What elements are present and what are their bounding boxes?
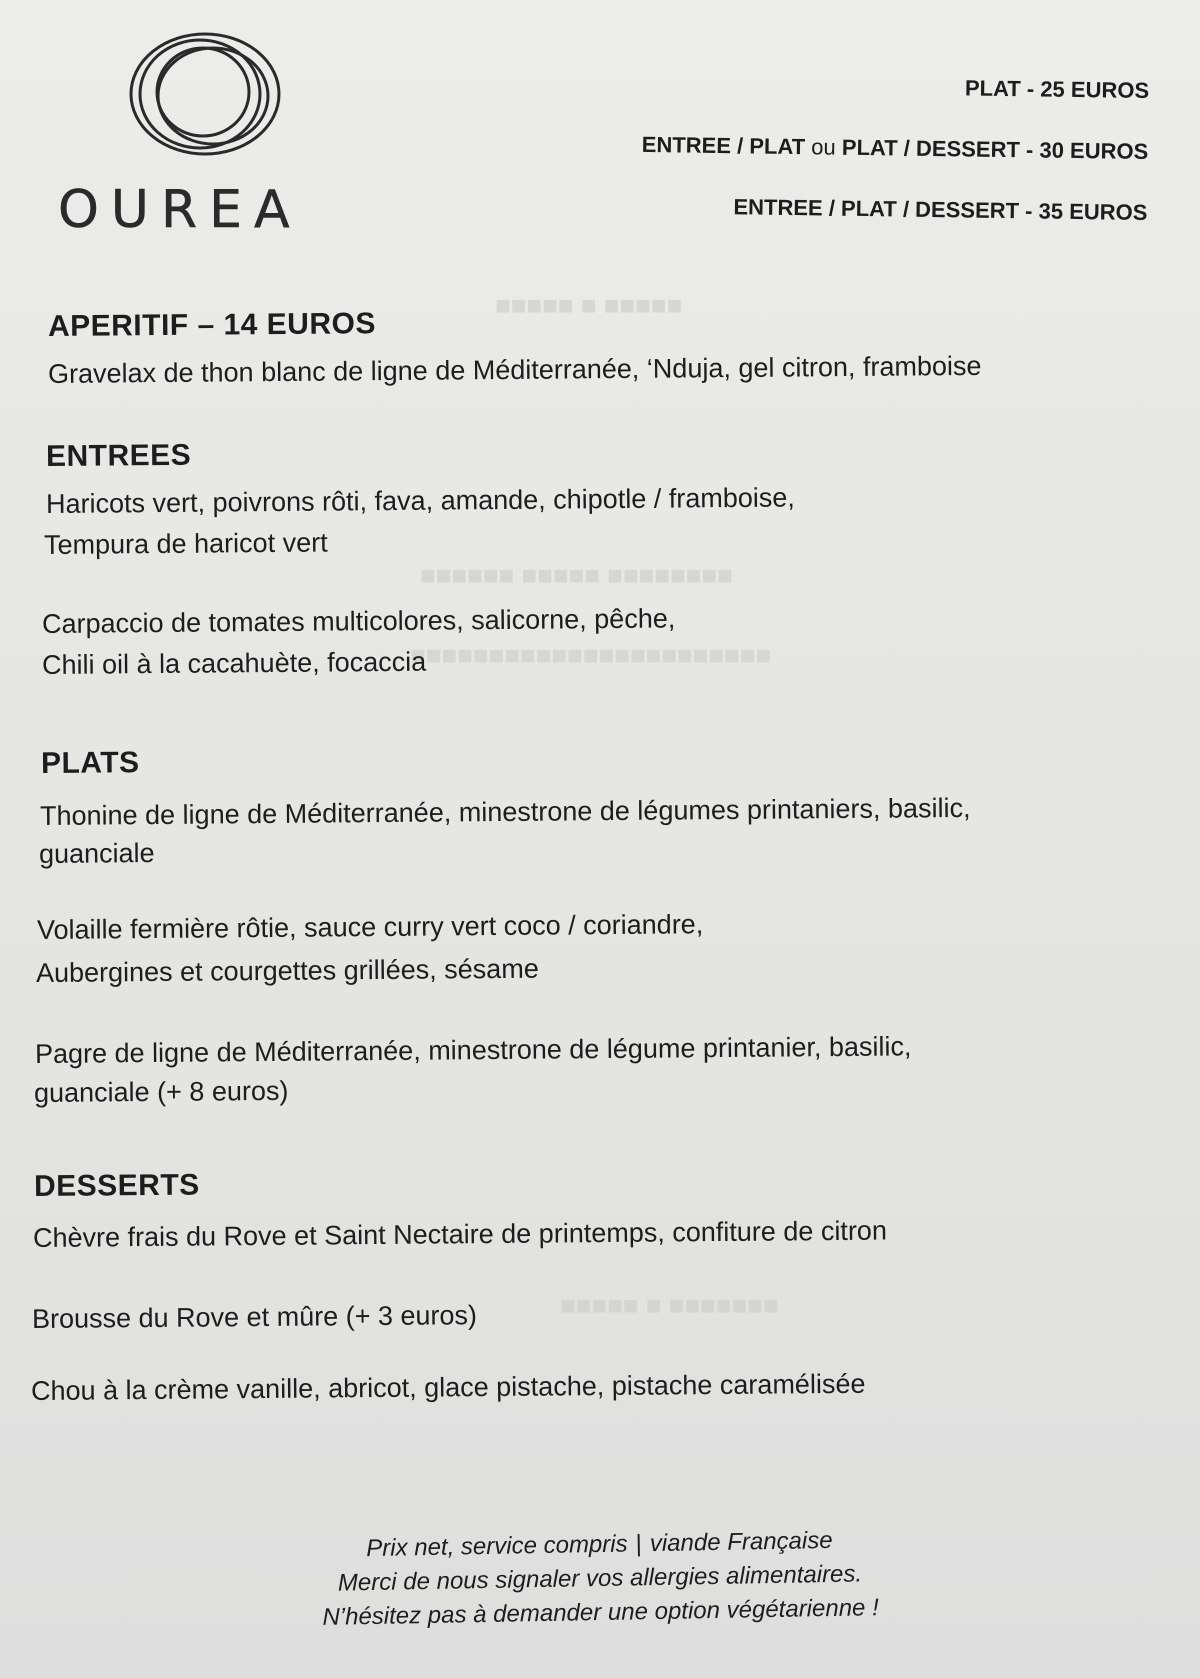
plat-item-line: Volaille fermière rôtie, sauce curry vert coco / coriandre, [36,909,704,945]
section-title-desserts: DESSERTS [33,1168,200,1203]
footer-allergies: Merci de nous signaler vos allergies alimentaires. [337,1560,863,1597]
footer-french-meat: viande Française [649,1526,833,1558]
price-plat: PLAT - 25 EUROS [965,75,1150,103]
plat-item-line: guanciale (+ 8 euros) [33,1075,289,1108]
show-through-mark: ■■■■■■■ ■ ■■■■■ [560,1290,779,1320]
show-through-mark: ■■■■■■■■■■■■■■■■■■■■■■■ [410,640,772,670]
dessert-item: Chèvre frais du Rove et Saint Nectaire de printemps, confiture de citron [32,1215,888,1253]
price-three-courses: ENTREE / PLAT / DESSERT - 35 EUROS [733,194,1149,225]
dessert-item: Chou à la crème vanille, abricot, glace pistache, pistache caramélisée [30,1368,866,1406]
footer-vegetarian: N’hésitez pas à demander une option végétarienne ! [322,1594,879,1631]
section-title-entrees: ENTREES [45,438,192,473]
menu-footer [0,1518,1200,1641]
plat-item-line: Aubergines et courgettes grillées, sésame [35,953,539,988]
plat-item-line: Thonine de ligne de Méditerranée, minestrone de légumes printaniers, basilic, [39,792,971,831]
price-two-courses-ou: ou [811,134,837,160]
brand-name: OUREA [58,180,302,240]
entree-item-line: Carpaccio de tomates multicolores, salicorne, pêche, [41,603,676,639]
entree-item-line: Tempura de haricot vert [43,527,328,560]
price-two-courses-a: ENTREE / PLAT [642,131,806,160]
footer-net-price: Prix net, service compris [365,1530,628,1563]
plat-item-line: guanciale [38,837,155,869]
entree-item-line: Haricots vert, poivrons rôti, fava, amande, chipotle / framboise, [45,482,795,519]
plat-item-line: Pagre de ligne de Méditerranée, minestrone de légume printanier, basilic, [34,1031,912,1069]
section-title-plats: PLATS [40,746,140,780]
price-two-courses-b: PLAT / DESSERT - 30 EUROS [842,134,1149,164]
show-through-mark: ■■■■■■■■ ■■■■■ ■■■■■■ [420,560,733,590]
entree-item-line: Chili oil à la cacahuète, focaccia [41,646,427,680]
aperitif-item: Gravelax de thon blanc de ligne de Méditerranée, ‘Nduja, gel citron, framboise [47,350,982,389]
footer-separator: | [635,1530,643,1558]
show-through-mark: ■■■■■ ■ ■■■■■ [495,290,683,320]
section-title-aperitif: APERITIF – 14 EUROS [47,307,377,343]
dessert-item: Brousse du Rove et mûre (+ 3 euros) [31,1300,478,1334]
